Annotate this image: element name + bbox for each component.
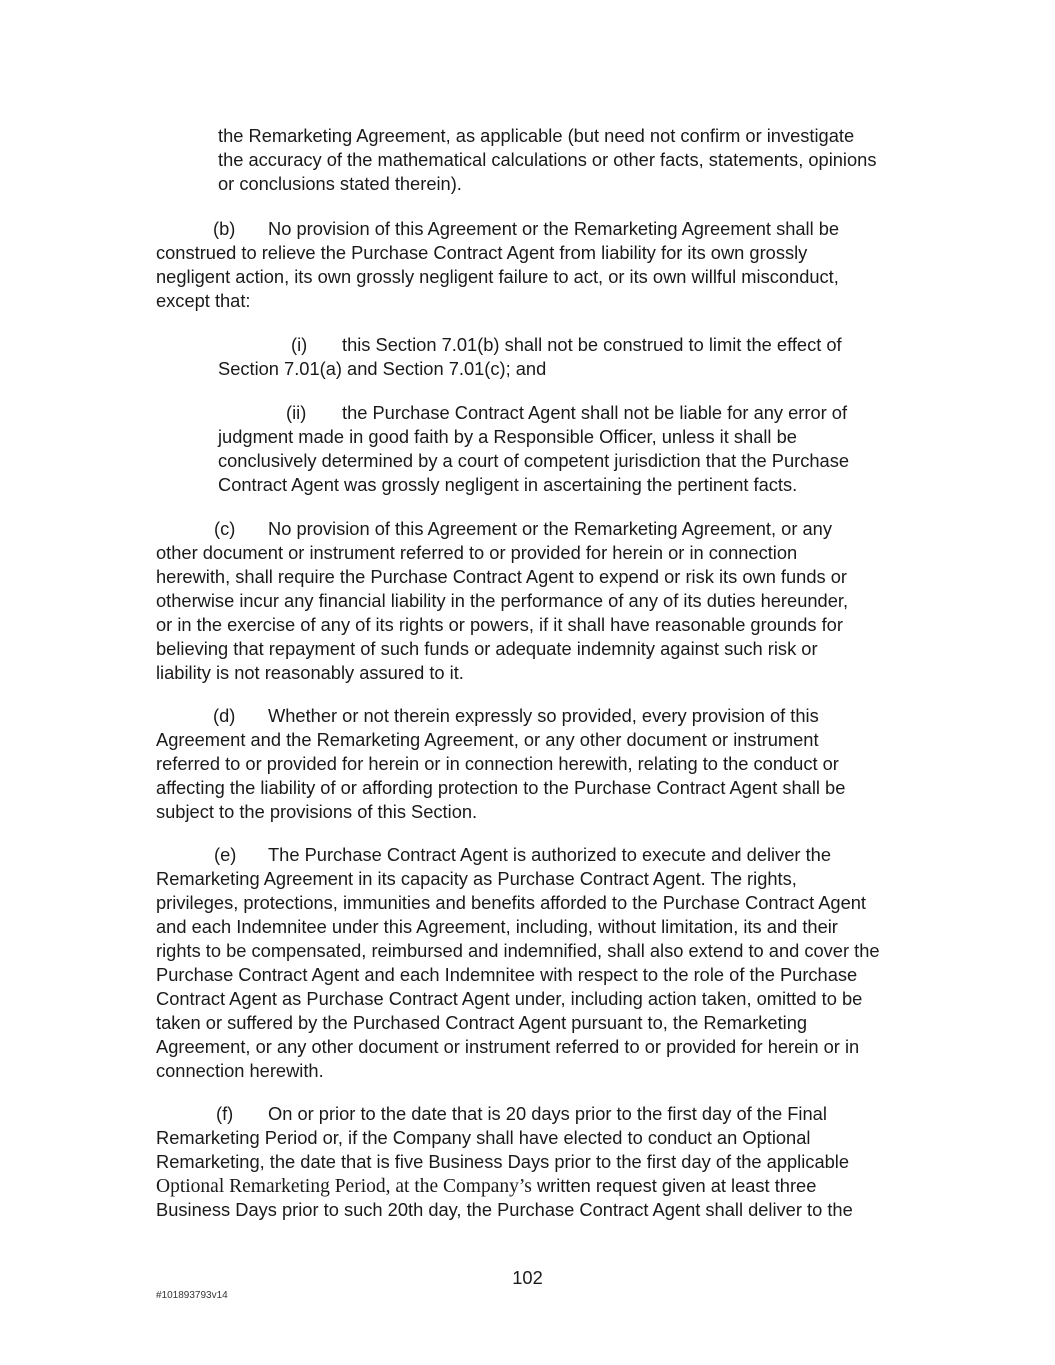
text-line: Remarketing Period or, if the Company shall have elected to conduct an Optional (156, 1127, 811, 1148)
text-line: Purchase Contract Agent and each Indemnitee with respect to the role of the Purchase (156, 964, 858, 985)
text-line: Section 7.01(a) and Section 7.01(c); and (218, 358, 547, 379)
text-line: Whether or not therein expressly so provided, every provision of this (268, 705, 819, 726)
subparagraph-label: (ii) (286, 402, 307, 423)
text-run: written request given at least three (531, 1175, 817, 1196)
paragraph-label: (f) (216, 1103, 234, 1124)
text-run-serif: Optional Remarketing Period, at the Company’s (156, 1176, 532, 1197)
subparagraph-label: (i) (291, 334, 308, 355)
text-line: No provision of this Agreement or the Remarketing Agreement shall be (268, 218, 840, 239)
text-line: Contract Agent was grossly negligent in ascertaining the pertinent facts. (218, 474, 798, 495)
text-line: affecting the liability of or affording protection to the Purchase Contract Agent shall be (156, 777, 846, 798)
text-line: rights to be compensated, reimbursed and indemnified, shall also extend to and cover the (156, 940, 880, 961)
text-line: except that: (156, 290, 251, 311)
text-line: negligent action, its own grossly negligent failure to act, or its own willful misconduct, (156, 266, 839, 287)
text-line: believing that repayment of such funds or adequate indemnity against such risk or (156, 638, 818, 659)
text-line: referred to or provided for herein or in connection herewith, relating to the conduct or (156, 753, 839, 774)
text-line: taken or suffered by the Purchased Contract Agent pursuant to, the Remarketing (156, 1012, 808, 1033)
text-line (156, 1174, 816, 1199)
paragraph-label: (c) (214, 518, 236, 539)
text-line: this Section 7.01(b) shall not be construed to limit the effect of (342, 334, 842, 355)
paragraph-label: (b) (213, 218, 236, 239)
text-line: or in the exercise of any of its rights or powers, if it shall have reasonable grounds for (156, 614, 843, 635)
text-line: Remarketing Agreement in its capacity as Purchase Contract Agent. The rights, (156, 868, 797, 889)
text-line: judgment made in good faith by a Responsible Officer, unless it shall be (218, 426, 797, 447)
text-line: Business Days prior to such 20th day, the Purchase Contract Agent shall deliver to the (156, 1199, 853, 1220)
text-line: On or prior to the date that is 20 days prior to the first day of the Final (268, 1103, 827, 1124)
text-line: construed to relieve the Purchase Contract Agent from liability for its own grossly (156, 242, 808, 263)
text-line: privileges, protections, immunities and benefits afforded to the Purchase Contract Agent (156, 892, 866, 913)
text-line: Agreement and the Remarketing Agreement, or any other document or instrument (156, 729, 819, 750)
text-line: or conclusions stated therein). (218, 173, 462, 194)
paragraph-label: (d) (213, 705, 236, 726)
text-line: the Remarketing Agreement, as applicable (but need not confirm or investigate (218, 125, 855, 146)
text-line: herewith, shall require the Purchase Contract Agent to expend or risk its own funds or (156, 566, 847, 587)
text-line: conclusively determined by a court of competent jurisdiction that the Purchase (218, 450, 850, 471)
document-id: #101893793v14 (156, 1290, 228, 1301)
text-line: the Purchase Contract Agent shall not be liable for any error of (342, 402, 848, 423)
text-line: subject to the provisions of this Section. (156, 801, 478, 822)
text-line: otherwise incur any financial liability in the performance of any of its duties hereunder, (156, 590, 849, 611)
text-line: Remarketing, the date that is five Business Days prior to the first day of the applicable (156, 1151, 850, 1172)
paragraph-label: (e) (214, 844, 237, 865)
text-line: Agreement, or any other document or instrument referred to or provided for herein or in (156, 1036, 860, 1057)
text-line: and each Indemnitee under this Agreement, including, without limitation, its and their (156, 916, 838, 937)
text-line: other document or instrument referred to or provided for herein or in connection (156, 542, 798, 563)
page-number: 102 (512, 1267, 543, 1288)
text-line: No provision of this Agreement or the Remarketing Agreement, or any (268, 518, 832, 539)
text-line: liability is not reasonably assured to it. (156, 662, 464, 683)
text-line: connection herewith. (156, 1060, 324, 1081)
text-line: The Purchase Contract Agent is authorized to execute and deliver the (268, 844, 831, 865)
text-line: the accuracy of the mathematical calculations or other facts, statements, opinions (218, 149, 877, 170)
text-line: Contract Agent as Purchase Contract Agent under, including action taken, omitted to be (156, 988, 863, 1009)
